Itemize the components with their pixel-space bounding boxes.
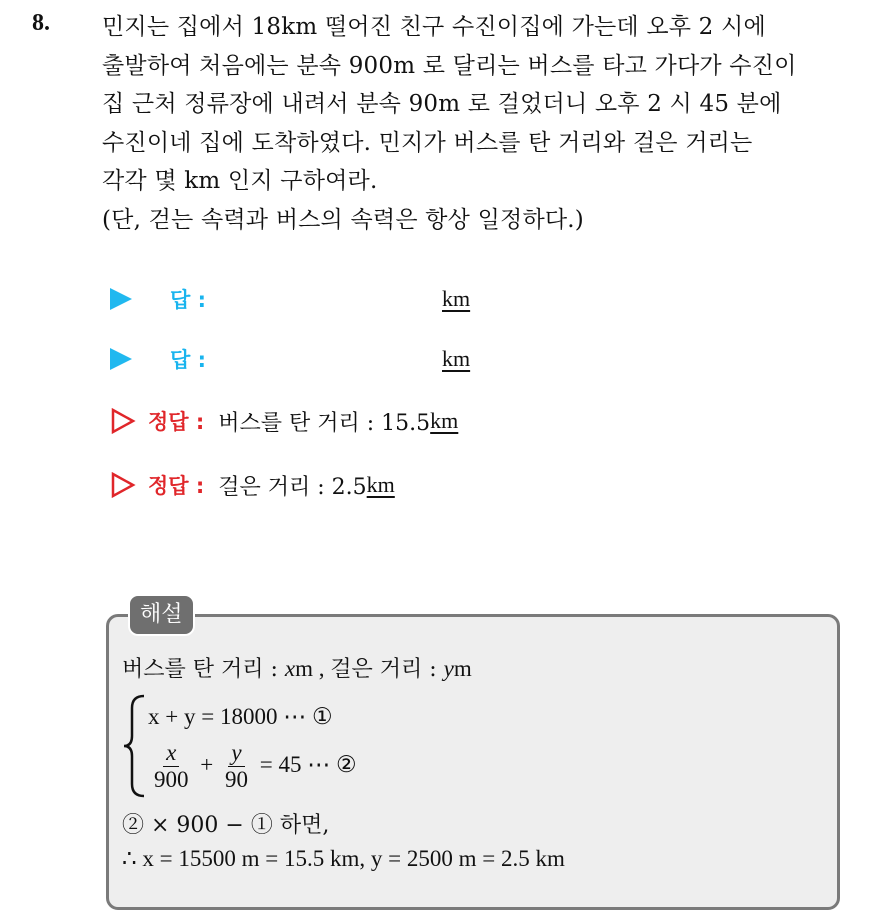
answer-row-1 xyxy=(110,284,470,314)
solution-intro-label: 걸은 거리 : xyxy=(330,657,444,682)
play-triangle-icon xyxy=(110,348,132,370)
equation-1: x + y = 18000 ⋯ ① xyxy=(148,704,333,729)
solution-intro xyxy=(122,652,472,683)
var-y: y xyxy=(443,656,454,681)
equation-2-rest: = 45 ⋯ ② xyxy=(259,751,357,777)
var-x: x xyxy=(284,656,296,681)
solution-tab: 해설 xyxy=(128,594,195,636)
answer-row-2 xyxy=(110,344,470,374)
unit-m: m , xyxy=(295,656,331,681)
plus-sign: + xyxy=(200,751,214,777)
solution-intro-label: 버스를 탄 거리 : xyxy=(122,657,285,682)
solution-result: ∴ x = 15500 m = 15.5 km, y = 2500 m = 2.5 km xyxy=(122,846,565,871)
system-brace-icon xyxy=(122,694,148,798)
question-line: 출발하여 처음에는 분속 900m 로 달리는 버스를 타고 가다가 수진이 xyxy=(102,52,797,79)
question-number: 8. xyxy=(32,10,50,36)
fraction-numerator: x xyxy=(163,740,179,767)
correct-answer-unit: km xyxy=(366,472,395,497)
question-line: 각각 몇 km 인지 구하여라. xyxy=(102,168,378,194)
fraction-x-900 xyxy=(151,740,192,793)
fraction-y-90 xyxy=(222,740,251,793)
answer-unit: km xyxy=(442,286,471,311)
play-triangle-icon xyxy=(110,288,132,310)
correct-answer-row-2 xyxy=(110,470,395,500)
answer-label: 답 : xyxy=(170,288,206,312)
fraction-numerator: y xyxy=(228,740,244,767)
correct-answer-unit: km xyxy=(430,408,459,433)
question-line: (단, 걷는 속력과 버스의 속력은 항상 일정하다.) xyxy=(102,206,584,233)
answer-unit: km xyxy=(442,346,471,371)
correct-answer-label: 정답 : xyxy=(148,410,205,434)
outline-triangle-icon xyxy=(110,472,136,498)
outline-triangle-icon xyxy=(110,408,136,434)
fraction-denominator: 900 xyxy=(154,767,189,792)
question-line: 민지는 집에서 18km 떨어진 친구 수진이집에 가는데 오후 2 시에 xyxy=(102,14,766,40)
correct-answer-text: 걸은 거리 : 2.5 xyxy=(218,474,367,500)
solution-step: ② × 900 − ① 하면, xyxy=(122,813,330,838)
correct-answer-label: 정답 : xyxy=(148,474,205,498)
correct-answer-row-1 xyxy=(110,406,458,436)
fraction-denominator: 90 xyxy=(224,767,248,792)
question-line: 수진이네 집에 도착하였다. 민지가 버스를 탄 거리와 걸은 거리는 xyxy=(102,129,753,156)
unit-m: m xyxy=(453,656,472,681)
answer-label: 답 : xyxy=(170,348,206,372)
question-text xyxy=(102,8,867,239)
question-line: 집 근처 정류장에 내려서 분속 90m 로 걸었더니 오후 2 시 45 분에 xyxy=(102,91,782,117)
equation-2 xyxy=(148,740,357,793)
correct-answer-text: 버스를 탄 거리 : 15.5 xyxy=(218,410,431,436)
